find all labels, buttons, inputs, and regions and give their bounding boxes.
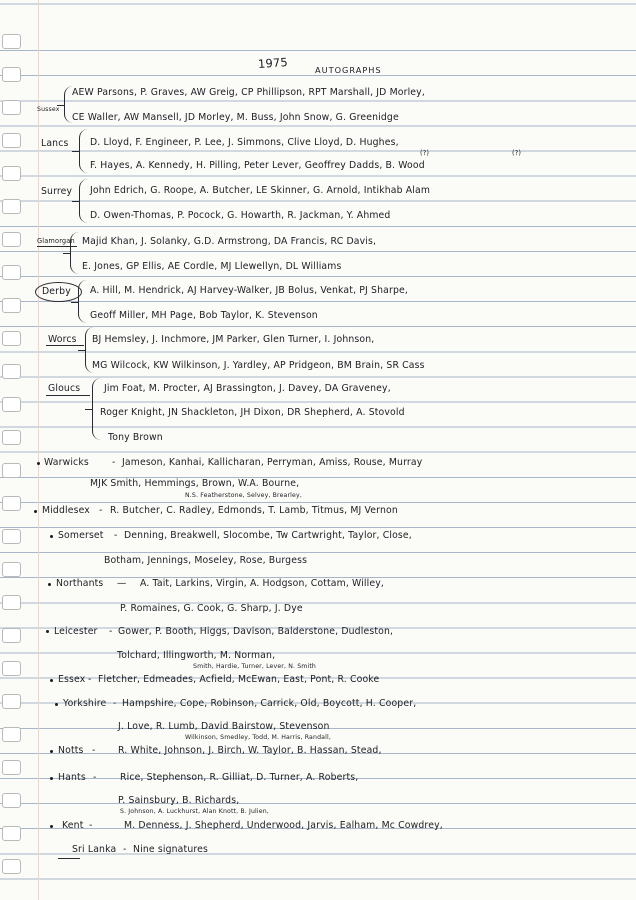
inserted-signatures: Smith, Hardie, Turner, Lever, N. Smith	[193, 663, 316, 670]
label-underline	[58, 858, 80, 859]
county-label-yorkshire: Yorkshire	[63, 698, 107, 709]
signature-line: J. Love, R. Lumb, David Bairstow, Stevenson	[118, 721, 330, 732]
signature-line: R. Butcher, C. Radley, Edmonds, T. Lamb, Titmus, MJ Vernon	[110, 505, 398, 516]
signature-line: Tolchard, Illingworth, M. Norman,	[117, 650, 276, 661]
inserted-signatures: N.S. Featherstone, Selvey, Brearley,	[185, 492, 302, 499]
binder-hole	[2, 331, 21, 346]
inserted-signatures: Wilkinson, Smedley, Todd, M. Harris, Randall,	[185, 734, 331, 741]
question-mark-note: (?)	[512, 149, 522, 157]
binder-hole	[2, 727, 21, 742]
bullet-point	[50, 825, 53, 828]
county-label-essex: Essex	[58, 674, 86, 685]
binder-hole	[2, 298, 21, 313]
bracket-surrey	[79, 179, 90, 223]
county-label-gloucs: Gloucs	[48, 383, 81, 394]
bullet-point	[55, 703, 58, 706]
dash: -	[113, 698, 117, 709]
county-label-lancs: Lancs	[41, 138, 69, 149]
signature-line: A. Tait, Larkins, Virgin, A. Hodgson, Cottam, Willey,	[140, 578, 384, 589]
county-label-surrey: Surrey	[41, 186, 73, 197]
binder-hole	[2, 265, 21, 280]
bullet-point	[50, 777, 53, 780]
dash: -	[123, 844, 127, 855]
binder-hole	[2, 793, 21, 808]
county-label-notts: Notts	[58, 745, 84, 756]
binder-hole	[2, 496, 21, 511]
bullet-point	[37, 462, 40, 465]
dash: -	[93, 772, 97, 783]
signature-line: Jim Foat, M. Procter, AJ Brassington, J. Davey, DA Graveney,	[104, 383, 391, 394]
signature-line: Rice, Stephenson, R. Gilliat, D. Turner, A. Roberts,	[120, 772, 359, 783]
binder-hole	[2, 199, 21, 214]
signature-line: CE Waller, AW Mansell, JD Morley, M. Buss, John Snow, G. Greenidge	[72, 112, 399, 123]
signature-line: AEW Parsons, P. Graves, AW Greig, CP Phillipson, RPT Marshall, JD Morley,	[72, 87, 425, 98]
county-label-middlesex: Middlesex	[42, 505, 90, 516]
binder-hole	[2, 661, 21, 676]
signature-line: D. Lloyd, F. Engineer, P. Lee, J. Simmons, Clive Lloyd, D. Hughes,	[90, 137, 399, 148]
county-label-leicester: Leicester	[54, 626, 98, 637]
bracket-glamorgan	[70, 232, 81, 274]
question-mark-note: (?)	[420, 149, 430, 157]
signature-line: Fletcher, Edmeades, Acfield, McEwan, East, Pont, R. Cooke	[98, 674, 380, 685]
signature-line: Jameson, Kanhai, Kallicharan, Perryman, Amiss, Rouse, Murray	[122, 457, 423, 468]
signature-line: Gower, P. Booth, Higgs, Davison, Balderstone, Dudleston,	[118, 626, 394, 637]
label-underline	[46, 345, 84, 346]
binder-hole	[2, 67, 21, 82]
signature-line: Geoff Miller, MH Page, Bob Taylor, K. Stevenson	[90, 310, 318, 321]
dash: -	[114, 530, 118, 541]
signature-line: Hampshire, Cope, Robinson, Carrick, Old, Boycott, H. Cooper,	[122, 698, 417, 709]
binder-hole	[2, 133, 21, 148]
signature-line: P. Sainsbury, B. Richards,	[118, 795, 240, 806]
dash: -	[89, 820, 93, 831]
county-label-sussex: Sussex	[37, 106, 60, 113]
signature-line: BJ Hemsley, J. Inchmore, JM Parker, Glen Turner, I. Johnson,	[92, 334, 375, 345]
signature-line: E. Jones, GP Ellis, AE Cordle, MJ Llewellyn, DL Williams	[82, 261, 342, 272]
signature-line: Majid Khan, J. Solanky, G.D. Armstrong, DA Francis, RC Davis,	[82, 236, 377, 247]
dash: —	[117, 578, 127, 589]
signature-line: Tony Brown	[108, 432, 163, 443]
bullet-point	[34, 510, 37, 513]
bracket-lancs	[79, 129, 90, 173]
binder-hole	[2, 826, 21, 841]
binder-hole	[2, 529, 21, 544]
signature-line: F. Hayes, A. Kennedy, H. Pilling, Peter Lever, Geoffrey Dadds, B. Wood	[90, 160, 425, 171]
binder-hole	[2, 628, 21, 643]
binder-hole	[2, 859, 21, 874]
dash: -	[109, 626, 113, 637]
page-title: AUTOGRAPHS	[315, 65, 382, 75]
binder-hole	[2, 364, 21, 379]
county-label-hants: Hants	[58, 772, 86, 783]
signature-line: D. Owen-Thomas, P. Pocock, G. Howarth, R. Jackman, Y. Ahmed	[90, 210, 391, 221]
dash: -	[92, 745, 96, 756]
binder-hole	[2, 463, 21, 478]
binder-hole	[2, 694, 21, 709]
binder-hole	[2, 760, 21, 775]
county-label-worcs: Worcs	[48, 334, 77, 345]
bullet-point	[50, 535, 53, 538]
county-label-somerset: Somerset	[58, 530, 104, 541]
bullet-point	[50, 679, 53, 682]
signature-line: John Edrich, G. Roope, A. Butcher, LE Skinner, G. Arnold, Intikhab Alam	[90, 185, 431, 196]
signature-line: Roger Knight, JN Shackleton, JH Dixon, DR Shepherd, A. Stovold	[100, 407, 405, 418]
country-label-sri-lanka: Sri Lanka	[72, 844, 117, 855]
county-label-glamorgan: Glamorgan	[37, 237, 75, 245]
dash: -	[112, 457, 116, 468]
dash: -	[99, 505, 103, 516]
binder-hole	[2, 232, 21, 247]
signature-line: R. White, Johnson, J. Birch, W. Taylor, B. Hassan, Stead,	[118, 745, 382, 756]
binder-hole	[2, 100, 21, 115]
year-heading: 1975	[257, 54, 289, 72]
binder-hole	[2, 397, 21, 412]
county-label-northants: Northants	[56, 578, 104, 589]
county-label-warwicks: Warwicks	[44, 457, 89, 468]
bullet-point	[48, 583, 51, 586]
signature-line: Botham, Jennings, Moseley, Rose, Burgess	[104, 555, 308, 566]
signature-line: A. Hill, M. Hendrick, AJ Harvey-Walker, JB Bolus, Venkat, PJ Sharpe,	[90, 285, 408, 296]
county-label-kent: Kent	[62, 820, 84, 831]
bracket-derby	[78, 280, 89, 323]
binder-hole	[2, 430, 21, 445]
margin-line	[38, 0, 39, 900]
bullet-point	[46, 630, 49, 633]
inserted-signatures: S. Johnson, A. Luckhurst, Alan Knott, B. Julien,	[120, 808, 269, 815]
binder-hole	[2, 595, 21, 610]
binder-hole	[2, 166, 21, 181]
bullet-point	[50, 750, 53, 753]
signature-line: P. Romaines, G. Cook, G. Sharp, J. Dye	[120, 603, 303, 614]
signature-line: MG Wilcock, KW Wilkinson, J. Yardley, AP Pridgeon, BM Brain, SR Cass	[92, 360, 425, 371]
binder-hole	[2, 562, 21, 577]
signature-line: MJK Smith, Hemmings, Brown, W.A. Bourne,	[90, 478, 300, 489]
label-underline	[46, 395, 90, 396]
signature-line: Denning, Breakwell, Slocombe, Tw Cartwright, Taylor, Close,	[124, 530, 412, 541]
dash: -	[88, 674, 92, 685]
binder-hole	[2, 34, 21, 49]
signature-line: Nine signatures	[133, 844, 208, 855]
county-label-derby: Derby	[42, 286, 71, 297]
signature-line: M. Denness, J. Shepherd, Underwood, Jarvis, Ealham, Mc Cowdrey,	[124, 820, 443, 831]
